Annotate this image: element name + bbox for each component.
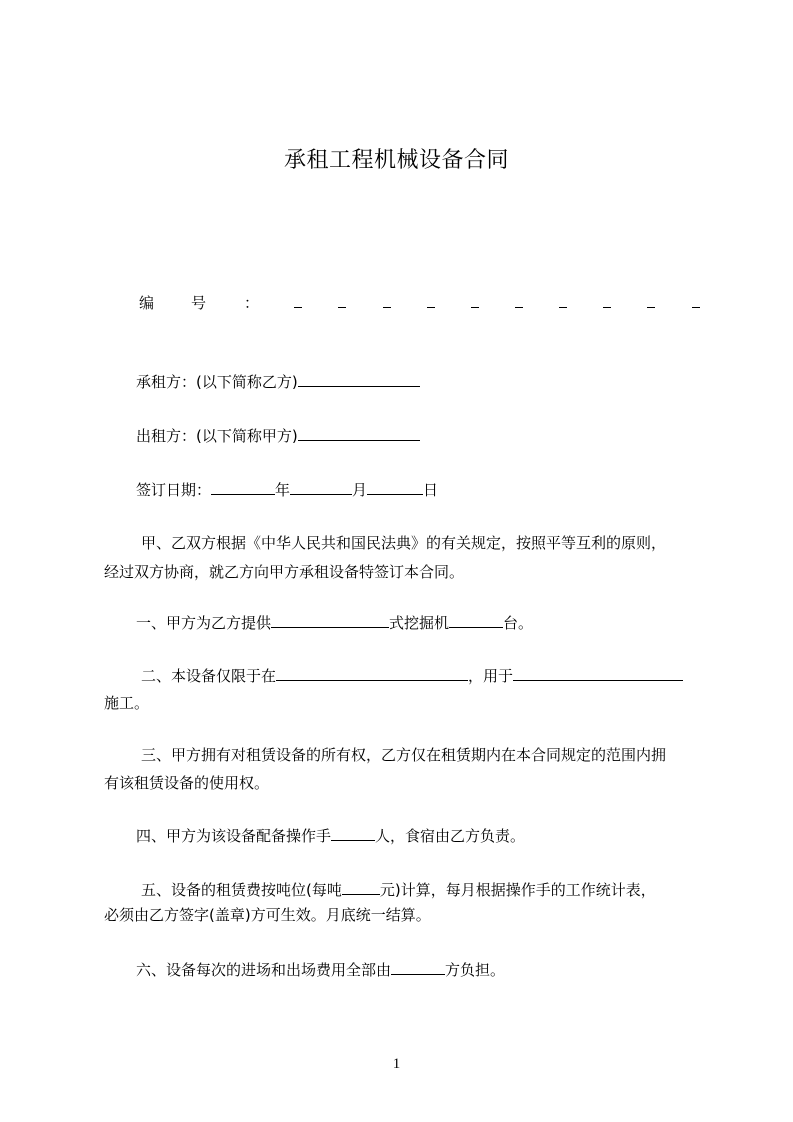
year-blank [211, 480, 275, 495]
lessee-line [136, 372, 736, 391]
clause-5-line-2: 必须由乙方签字(盖章)方可生效。月底统一结算。 [104, 906, 431, 924]
clause-1-blank-count [449, 613, 503, 628]
intro-line-2: 经过双方协商，就乙方向甲方承租设备特签订本合同。 [104, 563, 465, 581]
number-blank [515, 307, 523, 308]
clause-2-blank-location [276, 666, 468, 681]
clause-1-text-a: 一、甲方为乙方提供 [136, 614, 272, 632]
document-title: 承租工程机械设备合同 [283, 148, 509, 173]
year-label: 年 [275, 481, 291, 499]
clause-4-blank-operators [331, 826, 375, 841]
clause-4-text-a: 四、甲方为该设备配备操作手 [136, 827, 332, 845]
clause-3-line-1: 三、甲方拥有对租赁设备的所有权，乙方仅在租赁期内在本合同规定的范围内拥 [141, 746, 667, 764]
clause-6 [136, 960, 736, 979]
number-blank [338, 307, 346, 308]
month-label: 月 [352, 481, 368, 499]
clause-1-text-b: 式挖掘机 [389, 614, 450, 632]
number-blank [383, 307, 391, 308]
clause-3-line-2: 有该租赁设备的使用权。 [104, 774, 270, 792]
number-blank [559, 307, 567, 308]
number-blank [692, 307, 700, 308]
day-label: 日 [423, 481, 439, 499]
lessee-blank [298, 372, 420, 387]
number-blank [471, 307, 479, 308]
clause-2 [141, 666, 741, 685]
clause-2-line-2: 施工。 [104, 694, 150, 712]
day-blank [367, 480, 423, 495]
clause-1-text-c: 台。 [503, 614, 534, 632]
sign-date-line [136, 480, 736, 499]
number-blank [647, 307, 655, 308]
number-label-colon: ： [244, 294, 260, 312]
sign-date-label: 签订日期： [136, 481, 212, 499]
lessor-label: 出租方：(以下简称甲方) [136, 427, 298, 445]
number-label-char1: 编 [139, 294, 155, 312]
month-blank [290, 480, 352, 495]
clause-4-text-b: 人，食宿由乙方负责。 [375, 827, 526, 845]
number-blank [294, 307, 302, 308]
number-blank [427, 307, 435, 308]
clause-5-text-b: 元)计算，每月根据操作手的工作统计表， [379, 881, 656, 899]
lessee-label: 承租方：(以下简称乙方) [136, 373, 298, 391]
clause-2-blank-usage [513, 666, 683, 681]
number-blank [603, 307, 611, 308]
clause-5-text-a: 五、设备的租赁费按吨位(每吨 [141, 881, 342, 899]
clause-5-blank-rate [342, 880, 380, 895]
clause-5 [141, 880, 741, 899]
number-label-char2: 号 [191, 294, 207, 312]
clause-1-blank-type [271, 613, 389, 628]
page-number: 1 [392, 1056, 401, 1072]
intro-line-1: 甲、乙双方根据《中华人民共和国民法典》的有关规定，按照平等互利的原则， [141, 534, 667, 552]
clause-6-text-a: 六、设备每次的进场和出场费用全部由 [136, 961, 392, 979]
clause-1 [136, 613, 736, 632]
clause-2-text-b: ，用于 [468, 667, 514, 685]
lessor-line [136, 426, 736, 445]
clause-6-text-b: 方负担。 [445, 961, 506, 979]
clause-2-text-a: 二、本设备仅限于在 [141, 667, 277, 685]
clause-6-blank-party [391, 960, 445, 975]
lessor-blank [298, 426, 420, 441]
clause-4 [136, 826, 736, 845]
